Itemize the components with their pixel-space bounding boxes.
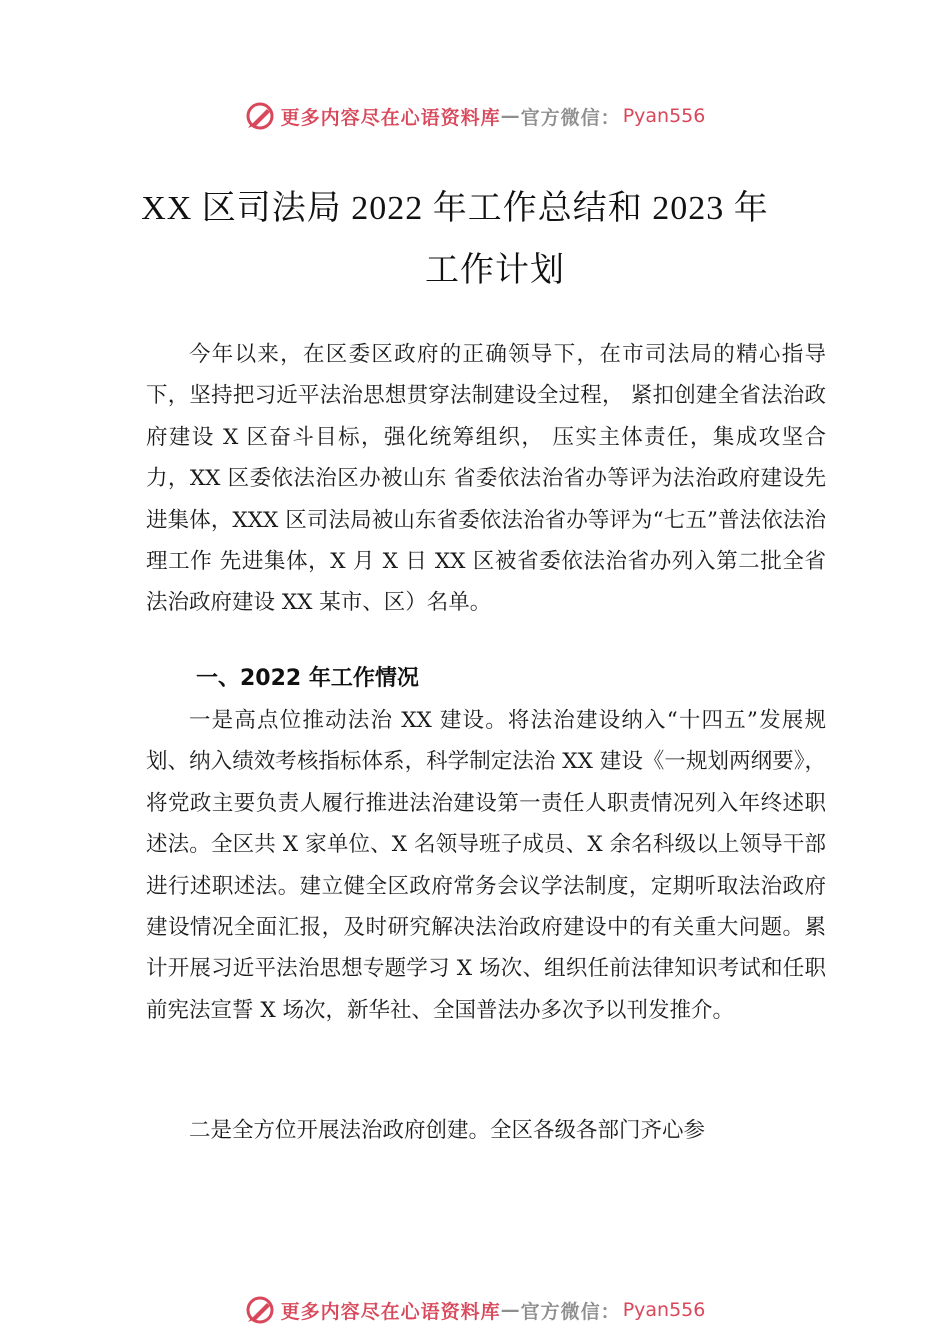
- document-title-line1: XX 区司法局 2022 年工作总结和 2023 年: [141, 190, 769, 227]
- pen-logo-icon: [245, 101, 275, 131]
- watermark-red-text: 更多内容尽在心语资料库: [280, 106, 501, 129]
- watermark-banner-bottom: [0, 1290, 950, 1330]
- section1-paragraph-1: 一是高点位推动法治 XX 建设。将法治建设纳入“十四五”发展规划、纳入绩效考核指标体系，科学制定法治 XX 建设《一规划两纲要》，将党政主要负责人履行推进法治建设第一责任人职责情况列入年终述职述法。全区共 X 家单位、X 名领导班子成员、X 余名科级以上领导干部进行述职述法。建立健全区政府常务会议学法制度，定期听取法治政府建设情况全面汇报，及时研究解决法治政府建设中的有关重大问题。累计开展习近平法治思想专题学习 X 场次、组织任前法律知识考试和任职前宪法宣誓 X 场次，新华社、全国普法办多次予以刊发推介。: [146, 708, 826, 1023]
- watermark-dash: —: [500, 105, 521, 127]
- watermark-gray-text: 官方微信：: [520, 106, 621, 129]
- watermark-banner-top: [0, 96, 950, 136]
- document-title-line2: 工作计划: [425, 252, 565, 289]
- section1-paragraph-2: 二是全方位开展法治政府创建。全区各级各部门齐心参: [189, 1118, 706, 1143]
- watermark-wechat-id: Pyan556: [622, 1299, 706, 1321]
- section1-heading: 一、2022 年工作情况: [196, 666, 419, 691]
- pen-logo-icon: [245, 1295, 275, 1325]
- intro-paragraph: 今年以来，在区委区政府的正确领导下，在市司法局的精心指导下，坚持把习近平法治思想贯穿法制建设全过程， 紧扣创建全省法治政府建设 X 区奋斗目标，强化统筹组织， 压实主体责任，集成攻坚合力，XX 区委依法治区办被山东 省委依法治省办等评为法治政府建设先进集体，XXX 区司法局被山东省委依法治省办等评为“七五”普法依法治理工作 先进集体，X 月 X 日 XX 区被省委依法治省办列入第二批全省法治政府建设 XX 某市、区）名单。: [146, 342, 826, 616]
- watermark-gray-text: 官方微信：: [520, 1300, 621, 1323]
- watermark-wechat-id: Pyan556: [622, 105, 706, 127]
- watermark-red-text: 更多内容尽在心语资料库: [280, 1300, 501, 1323]
- watermark-dash: —: [500, 1299, 521, 1321]
